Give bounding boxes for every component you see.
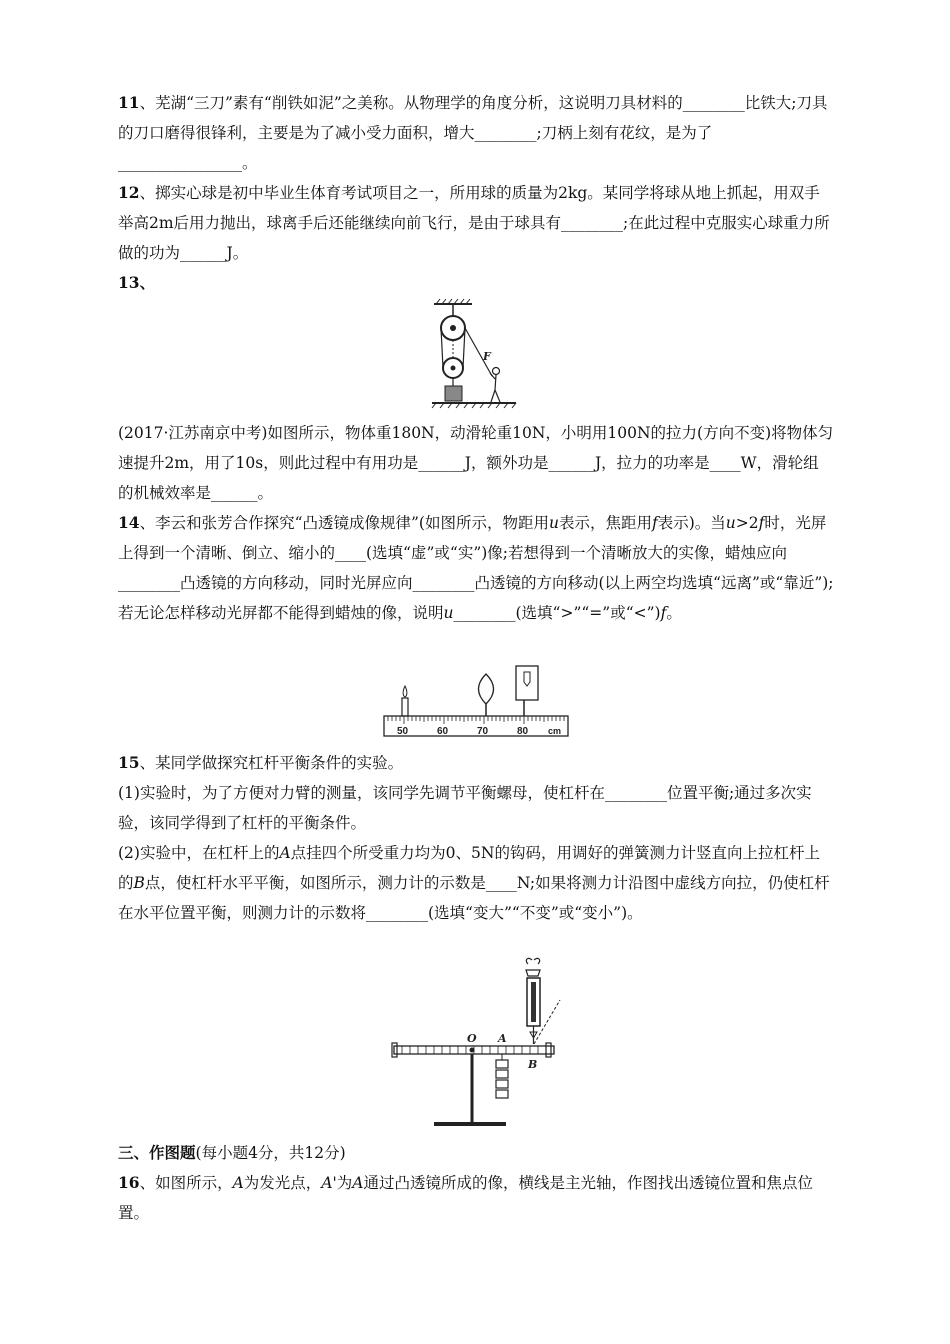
question-16: 16、如图所示，A为发光点，A'为A通过凸透镜所成的像，横线是主光轴，作图找出透镜位置和焦点位置。 — [118, 1173, 814, 1222]
point-label-b: B — [528, 1058, 538, 1071]
ruler-label: 60 — [437, 726, 449, 737]
question-number: 11 — [118, 93, 140, 112]
question-number: 14 — [118, 513, 140, 532]
section-3-heading — [118, 1138, 834, 1168]
pivot-label-o: O — [467, 1032, 477, 1045]
point-label-a: A — [498, 1032, 507, 1045]
question-11 — [118, 88, 834, 178]
question-number: 15 — [118, 753, 140, 772]
question-12 — [118, 178, 834, 268]
question-number: 13 — [118, 273, 140, 292]
sub-question-2: (2)实验中，在杠杆上的A点挂四个所受重力均为0、5N的钩码，用调好的弹簧测力计竖直向上拉杠杆上的B点，使杠杆水平平衡，如图所示，测力计的示数是____N;如果将测力计沿图中虚线方向拉，仍使杠杆在水平位置平衡，则测力计的示数将________(选填“变大”“不变”或“变小”)。 — [118, 844, 830, 922]
section-title: 三、作图题 — [118, 1143, 196, 1162]
ruler-label: 70 — [477, 726, 489, 737]
question-text: 、芜湖“三刀”素有“削铁如泥”之美称。从物理学的角度分析，这说明刀具材料的________比铁大;刀具的刀口磨得很锋利，主要是为了减小受力面积，增大________;刀柄上刻有花纹，是为了________________。 — [118, 94, 828, 172]
question-number: 16 — [118, 1173, 140, 1192]
section-note: (每小题4分，共12分) — [195, 1144, 346, 1162]
pulley-figure — [428, 298, 520, 414]
question-14: 14、李云和张芳合作探究“凸透镜成像规律”(如图所示，物距用u表示，焦距用f表示)。当u>2f时，光屏上得到一个清晰、倒立、缩小的____(选填“虚”或“实”)像;若想得到一个清晰放大的实像，蜡烛应向________凸透镜的方向移动，同时光屏应向________凸透镜的方向移动(以上两空均选填“远离”或“靠近”);若无论怎样移动光屏都不能得到蜡烛的像，说明u________(选填“>”“=”或“<”)f。 — [118, 513, 834, 622]
question-text: (2017·江苏南京中考)如图所示，物体重180N，动滑轮重10N，小明用100N的拉力(方向不变)将物体匀速提升2m，用了10s，则此过程中有用功是______J，额外功是______J，拉力的功率是____W，滑轮组的机械效率是______。 — [118, 424, 834, 502]
question-13-header: 13、 — [118, 273, 156, 292]
force-label-f: F — [483, 350, 491, 363]
question-text: 、掷实心球是初中毕业生体育考试项目之一，所用球的质量为2kg。某同学将球从地上抓起，用双手举高2m后用力抛出，球离手后还能继续向前飞行，是由于球具有________;在此过程中克服实心球重力所做的功为______J。 — [118, 184, 830, 262]
question-15: 15、某同学做探究杠杆平衡条件的实验。 (1)实验时，为了方便对力臂的测量，该同学先调节平衡螺母，使杠杆在________位置平衡;通过多次实验，该同学得到了杠杆的平衡条件。 (2)实验中，在杠杆上的A点挂四个所受重力均为0、5N的钩码，用调好的弹簧测力计竖直向上拉杠杆上的B点，使杠杆水平平衡，如图所示，测力计的示数是____N;如果将测力计沿图中虚线方向拉，仍使杠杆在水平位置平衡，则测力计的示数将________(选填“变大”“不变”或“变小”)。 — [118, 748, 834, 928]
optical-bench-figure — [380, 662, 572, 742]
lever-figure — [388, 956, 564, 1136]
question-number: 12 — [118, 183, 140, 202]
question-13 — [118, 418, 834, 508]
ruler-unit-label: cm — [548, 726, 562, 736]
ruler-label: 80 — [517, 726, 529, 737]
sub-question-1: (1)实验时，为了方便对力臂的测量，该同学先调节平衡螺母，使杠杆在________位置平衡;通过多次实验，该同学得到了杠杆的平衡条件。 — [118, 784, 812, 832]
ruler-label: 50 — [397, 726, 409, 737]
